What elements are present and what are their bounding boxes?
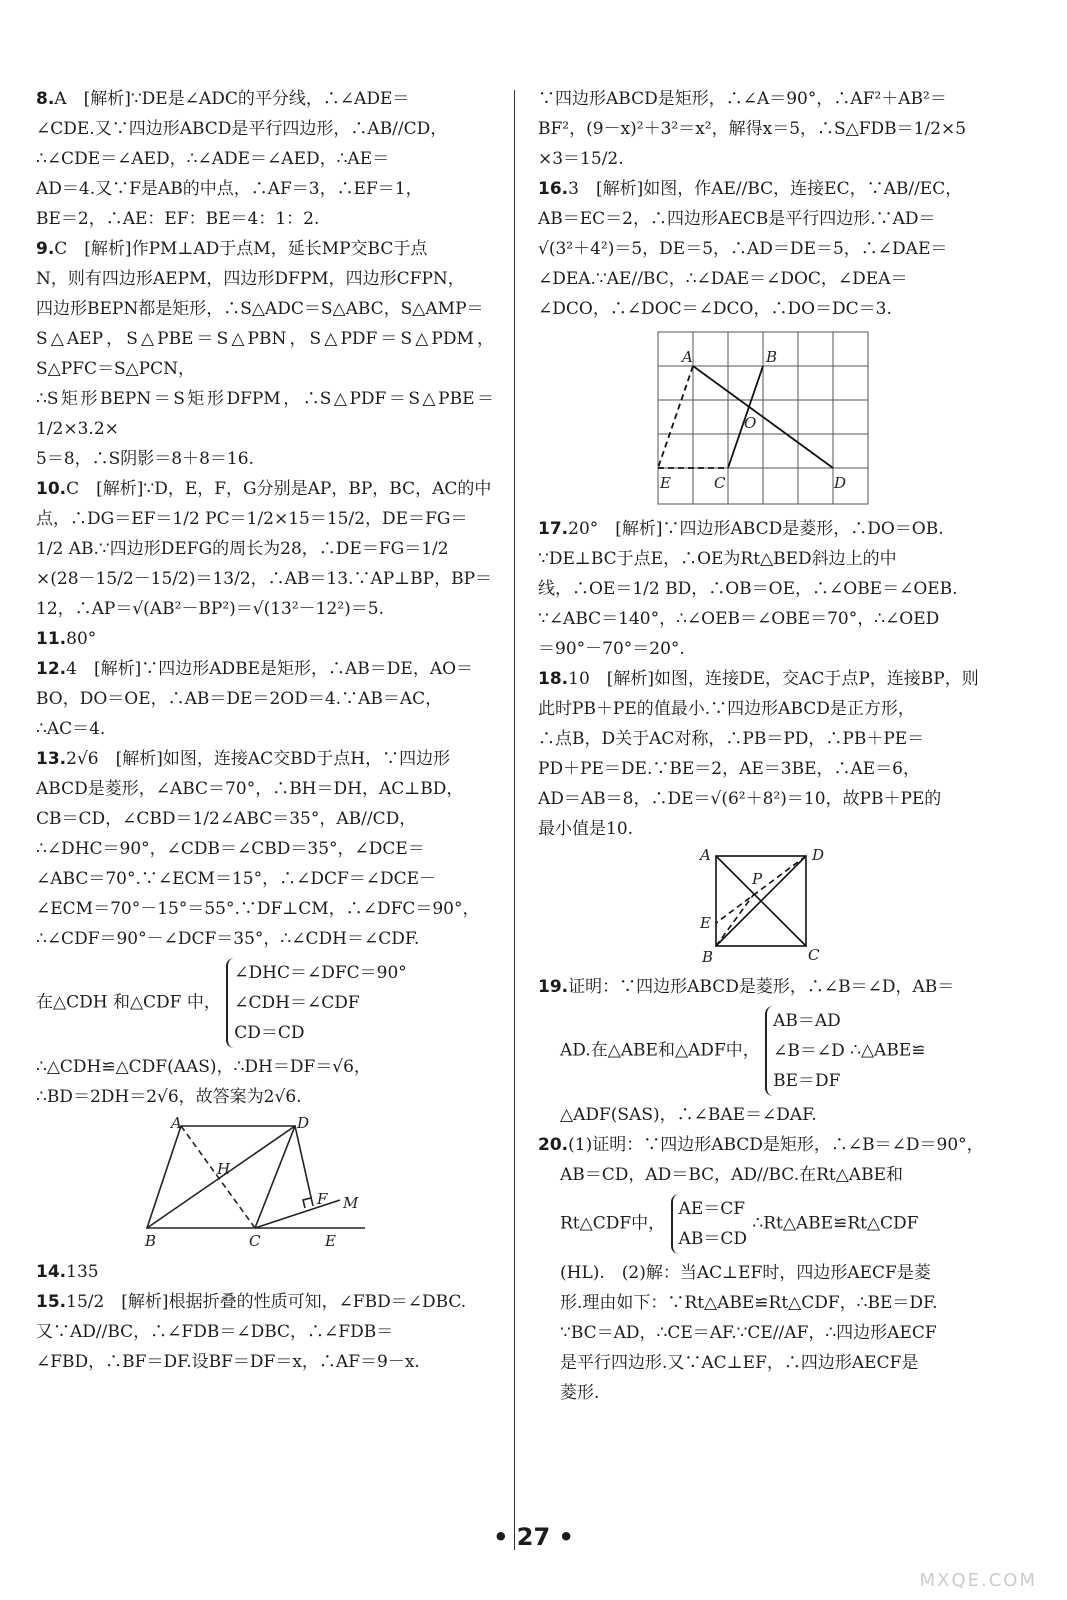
answer-19 <box>538 972 990 1130</box>
answer-text: (HL). (2)解：当AC⊥EF时，四边形AECF是菱 <box>560 1263 931 1283</box>
point-label: F <box>317 1190 328 1208</box>
point-label: M <box>343 1194 359 1212</box>
answer-text: ∵四边形ABCD是矩形，∴∠A＝90°，∴AF²＋AB²＝ <box>538 89 947 109</box>
left-column <box>36 84 494 1377</box>
answer-text: (1)证明：∵四边形ABCD是矩形，∴∠B＝∠D＝90°， <box>568 1135 984 1155</box>
point-label: E <box>325 1232 336 1250</box>
answer-text: A [解析]∵DE是∠ADC的平分线，∴∠ADE＝ <box>54 89 410 109</box>
answer-18 <box>538 664 990 966</box>
watermark: MXQE.COM <box>919 1570 1037 1591</box>
answer-text: ∴△ABE≌ <box>850 1040 926 1061</box>
equation-line: ∠B＝∠D <box>773 1041 845 1061</box>
point-label: B <box>766 348 778 366</box>
answer-text: BO，DO＝OE，∴AB＝DE＝2OD＝4.∵AB＝AC， <box>36 689 443 709</box>
item-number: 10. <box>36 479 67 499</box>
answer-text: 证明：∵四边形ABCD是菱形，∴∠B＝∠D，AB＝ <box>568 977 955 997</box>
point-label: D <box>812 848 825 864</box>
item-number: 8. <box>36 89 55 109</box>
answer-text: BF²，(9－x)²＋3²＝x²，解得x＝5，∴S△FDB＝1/2×5 <box>538 119 967 139</box>
point-label: B <box>145 1232 157 1250</box>
answer-text: ∵BC＝AD，∴CE＝AF.∵CE//AF，∴四边形AECF <box>560 1323 937 1343</box>
answer-text: ∠CDE.又∵四边形ABCD是平行四边形，∴AB//CD， <box>36 119 448 139</box>
point-label: C <box>714 474 726 492</box>
point-label: E <box>660 474 671 492</box>
square-figure <box>694 848 834 966</box>
item-number: 13. <box>36 749 67 769</box>
answer-16 <box>538 174 990 508</box>
answer-15-continued <box>538 84 990 174</box>
answer-text: 最小值是10. <box>538 819 634 839</box>
answer-text: ∠DCO，∴∠DOC＝∠DCO，∴DO＝DC＝3. <box>538 299 892 319</box>
answer-text: Rt△CDF中， <box>560 1213 666 1234</box>
answer-text: 3 [解析]如图，作AE//BC，连接EC，∵AB//EC， <box>568 179 963 199</box>
answer-text: 菱形. <box>560 1383 600 1403</box>
answer-text: ∠FBD，∴BF＝DF.设BF＝DF＝x，∴AF＝9－x. <box>36 1352 420 1372</box>
point-label: D <box>834 474 847 492</box>
equation-line: ∠DHC＝∠DFC＝90° <box>234 963 407 983</box>
answer-text: ∠ABC＝70°.∵∠ECM＝15°，∴∠DCF＝∠DCE－ <box>36 869 437 889</box>
point-label: E <box>700 914 711 932</box>
answer-text: 点，∴DG＝EF＝1/2 PC＝1/2×15＝15/2，DE＝FG＝ <box>36 509 468 529</box>
rhombus-figure <box>145 1116 385 1251</box>
item-number: 14. <box>36 1262 67 1282</box>
equation-line: ∠CDH＝∠CDF <box>234 993 360 1013</box>
answer-text: 12，∴AP＝√(AB²－BP²)＝√(13²－12²)＝5. <box>36 599 384 619</box>
answer-text: 15/2 [解析]根据折叠的性质可知，∠FBD＝∠DBC. <box>66 1292 467 1312</box>
answer-text: 是平行四边形.又∵AC⊥EF，∴四边形AECF是 <box>560 1353 919 1373</box>
item-number: 9. <box>36 239 55 259</box>
answer-text: ∠ECM＝70°－15°＝55°.∵DF⊥CM，∴∠DFC＝90°， <box>36 899 480 919</box>
answer-text: ABCD是菱形，∠ABC＝70°，∴BH＝DH，AC⊥BD， <box>36 779 464 799</box>
answer-15 <box>36 1287 494 1377</box>
item-number: 11. <box>36 629 67 649</box>
answer-20 <box>538 1130 990 1408</box>
answer-10 <box>36 474 494 624</box>
point-label: C <box>249 1232 261 1250</box>
answer-text: ∴BD＝2DH＝2√6，故答案为2√6. <box>36 1087 302 1107</box>
answer-text: △ADF(SAS)，∴∠BAE＝∠DAF. <box>560 1105 817 1125</box>
answer-text: ∴△CDH≌△CDF(AAS)，∴DH＝DF＝√6， <box>36 1057 371 1077</box>
item-number: 15. <box>36 1292 67 1312</box>
answer-11 <box>36 624 494 654</box>
answer-text: 80° <box>66 629 97 649</box>
item-number: 16. <box>538 179 569 199</box>
answer-9 <box>36 234 494 474</box>
point-label: A <box>682 348 693 366</box>
answer-text: ∵∠ABC＝140°，∴∠OEB＝∠OBE＝70°，∴∠OED <box>538 609 940 629</box>
column-divider <box>514 90 515 1550</box>
answer-text: ＝90°－70°＝20°. <box>538 639 685 659</box>
answer-text: ×3＝15/2. <box>538 149 624 169</box>
answer-text: 5＝8，∴S阴影＝8＋8＝16. <box>36 449 254 469</box>
answer-text: CB＝CD，∠CBD＝1/2∠ABC＝35°，AB//CD， <box>36 809 417 829</box>
equation-system <box>765 1006 845 1096</box>
answer-text: 4 [解析]∵四边形ADBE是矩形，∴AB＝DE，AO＝ <box>66 659 474 679</box>
answer-text: C [解析]∵D，E，F，G分别是AP，BP，BC，AC的中 <box>66 479 492 499</box>
item-number: 20. <box>538 1135 569 1155</box>
answer-text: ∴点B，D关于AC对称，∴PB＝PD，∴PB＋PE＝ <box>538 729 925 749</box>
item-number: 19. <box>538 977 569 997</box>
answer-text: ∴∠DHC＝90°，∠CDB＝∠CBD＝35°，∠DCE＝ <box>36 839 425 859</box>
item-number: 18. <box>538 669 569 689</box>
answer-17 <box>538 514 990 664</box>
answer-text: ∴AC＝4. <box>36 719 106 739</box>
equation-line: AB＝CD <box>678 1229 747 1249</box>
answer-12 <box>36 654 494 744</box>
answer-text: 10 [解析]如图，连接DE，交AC于点P，连接BP，则 <box>568 669 979 689</box>
answer-text: N，则有四边形AEPM，四边形DFPM，四边形CFPN， <box>36 269 465 289</box>
point-label: A <box>171 1116 182 1132</box>
answer-text: 线，∴OE＝1/2 BD，∴OB＝OE，∴∠OBE＝∠OEB. <box>538 579 958 599</box>
answer-text: 135 <box>66 1262 99 1282</box>
point-label: O <box>744 414 757 432</box>
answer-text: 20° [解析]∵四边形ABCD是菱形，∴DO＝OB. <box>568 519 944 539</box>
item-number: 12. <box>36 659 67 679</box>
answer-text: 形.理由如下：∵Rt△ABE≌Rt△CDF，∴BE＝DF. <box>560 1293 938 1313</box>
equation-system <box>226 958 407 1048</box>
answer-text: 1/2 AB.∵四边形DEFG的周长为28，∴DE＝FG＝1/2 <box>36 539 449 559</box>
equation-line: AE＝CF <box>678 1199 746 1219</box>
answer-text: BE＝2，∴AE：EF：BE＝4：1：2. <box>36 209 320 229</box>
answer-8 <box>36 84 494 234</box>
point-label: D <box>297 1116 310 1132</box>
answer-text: PD＋PE＝DE.∵BE＝2，AE＝3BE，∴AE＝6， <box>538 759 920 779</box>
point-label: B <box>702 948 714 966</box>
answer-13 <box>36 744 494 1251</box>
answer-14 <box>36 1257 494 1287</box>
answer-text: 四边形BEPN都是矩形，∴S△ADC＝S△ABC，S△AMP＝ <box>36 299 484 319</box>
equation-line: CD＝CD <box>234 1023 305 1043</box>
answer-text: ×(28－15/2－15/2)＝13/2，∴AB＝13.∵AP⊥BP，BP＝ <box>36 569 493 589</box>
point-label: C <box>808 946 820 964</box>
answer-text: AB＝CD，AD＝BC，AD//BC.在Rt△ABE和 <box>560 1165 903 1185</box>
answer-text: AD＝AB＝8，∴DE＝√(6²＋8²)＝10，故PB＋PE的 <box>538 789 942 809</box>
equation-line: BE＝DF <box>773 1071 841 1091</box>
answer-text: ∴∠CDE＝∠AED，∴∠ADE＝∠AED，∴AE＝ <box>36 149 390 169</box>
answer-text: 又∵AD//BC，∴∠FDB＝∠DBC，∴∠FDB＝ <box>36 1322 394 1342</box>
answer-text: 在△CDH 和△CDF 中， <box>36 992 221 1013</box>
answer-text: ∠DEA.∵AE//BC，∴∠DAE＝∠DOC，∠DEA＝ <box>538 269 908 289</box>
item-number: 17. <box>538 519 569 539</box>
answer-text: 此时PB＋PE的值最小.∵四边形ABCD是正方形， <box>538 699 915 719</box>
right-column <box>538 84 990 1408</box>
answer-text: AD＝4.又∵F是AB的中点，∴AF＝3，∴EF＝1， <box>36 179 423 199</box>
answer-text: AD.在△ABE和△ADF中， <box>560 1040 760 1061</box>
answer-text: ∵DE⊥BC于点E，∴OE为Rt△BED斜边上的中 <box>538 549 897 569</box>
answer-text: √(3²＋4²)＝5，DE＝5，∴AD＝DE＝5，∴∠DAE＝ <box>538 239 948 259</box>
answer-text: ∴S矩形BEPN＝S矩形DFPM，∴S△PDF＝S△PBE＝1/2×3.2× <box>36 389 494 439</box>
answer-text: C [解析]作PM⊥AD于点M，延长MP交BC于点 <box>54 239 428 259</box>
answer-text: AB＝EC＝2，∴四边形AECB是平行四边形.∵AD＝ <box>538 209 936 229</box>
grid-figure <box>654 328 874 508</box>
answer-text: S△AEP，S△PBE＝S△PBN，S△PDF＝S△PDM，S△PFC＝S△PCN， <box>36 329 494 379</box>
answer-text: ∴∠CDF＝90°－∠DCF＝35°，∴∠CDH＝∠CDF. <box>36 929 420 949</box>
answer-text: ∴Rt△ABE≌Rt△CDF <box>752 1213 919 1234</box>
answer-text: 2√6 [解析]如图，连接AC交BD于点H，∵四边形 <box>66 749 451 769</box>
point-label: P <box>752 870 763 888</box>
point-label: H <box>217 1160 231 1178</box>
page-number: • 27 • <box>493 1523 574 1551</box>
point-label: A <box>700 848 711 864</box>
equation-line: AB＝AD <box>773 1011 841 1031</box>
equation-system <box>671 1194 747 1254</box>
